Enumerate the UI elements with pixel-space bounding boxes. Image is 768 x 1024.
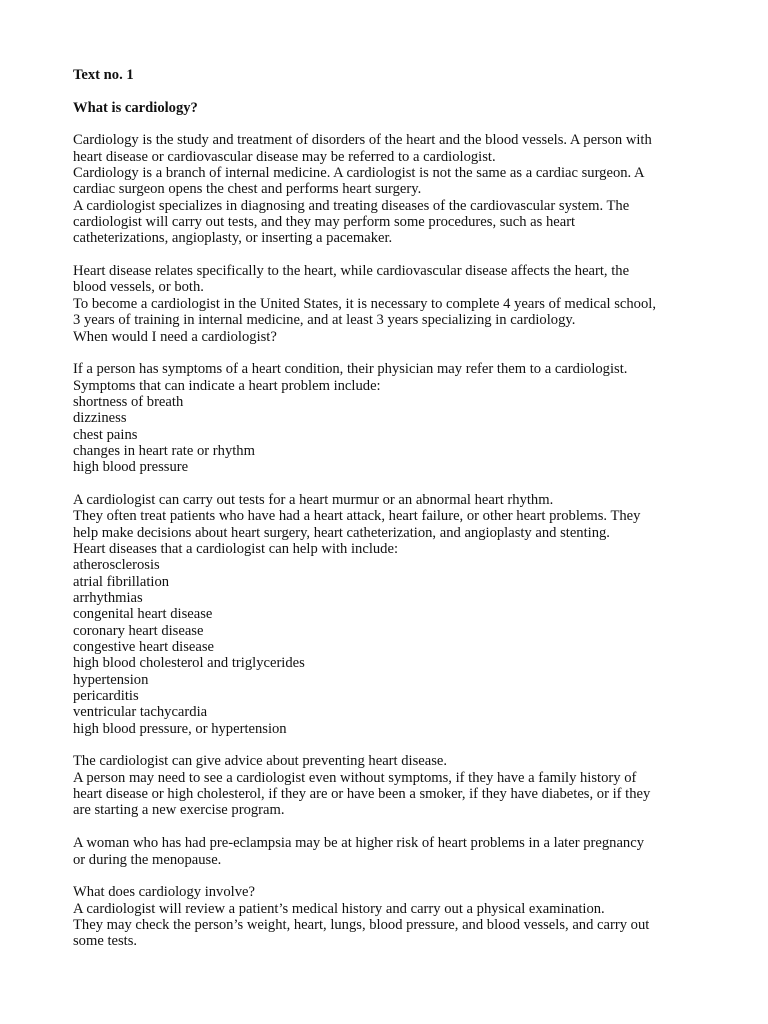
text-line: When would I need a cardiologist? [73,328,277,345]
text-line: Heart disease relates specifically to the heart, while cardiovascular disease affects the heart, the [73,263,630,280]
heading-line: What is cardiology? [73,99,198,116]
text-line: high blood pressure, or hypertension [73,720,287,737]
blank-line [73,476,703,492]
text-line: Symptoms that can indicate a heart problem include: [73,377,381,394]
text-line: heart disease or high cholesterol, if they are or have been a smoker, if they have diabetes, or if they [73,786,651,803]
text-line: They often treat patients who have had a heart attack, heart failure, or other heart problems. They [73,508,641,525]
text-line: blood vessels, or both. [73,279,204,296]
text-line: A cardiologist will review a patient’s medical history and carry out a physical examination. [73,900,605,917]
text-line: A cardiologist specializes in diagnosing and treating diseases of the cardiovascular system. The [73,197,630,214]
text-line: changes in heart rate or rhythm [73,442,255,459]
text-line: cardiac surgeon opens the chest and performs heart surgery. [73,181,422,198]
blank-line [73,116,703,132]
text-line: cardiologist will carry out tests, and they may perform some procedures, such as heart [73,214,576,231]
text-line: chest pains [73,426,138,443]
text-line: Cardiology is the study and treatment of disorders of the heart and the blood vessels. A person with [73,132,652,149]
text-line: high blood cholesterol and triglycerides [73,655,305,672]
text-line: A cardiologist can carry out tests for a heart murmur or an abnormal heart rhythm. [73,491,554,508]
text-line: shortness of breath [73,393,184,410]
text-line: high blood pressure [73,459,189,476]
text-line: atrial fibrillation [73,573,170,590]
heading-line: Text no. 1 [73,67,134,83]
text-line: A woman who has had pre-eclampsia may be at higher risk of heart problems in a later pregnancy [73,835,644,852]
text-line: congenital heart disease [73,606,213,623]
text-line: dizziness [73,410,127,427]
text-line: are starting a new exercise program. [73,802,285,819]
text-line: coronary heart disease [73,622,204,639]
text-line: ventricular tachycardia [73,704,208,721]
text-line: arrhythmias [73,590,143,606]
text-line: some tests. [73,933,138,950]
text-line: Heart diseases that a cardiologist can help with include: [73,540,399,557]
text-line: If a person has symptoms of a heart condition, their physician may refer them to a cardiologist. [73,361,628,378]
document-page [73,67,703,950]
blank-line [73,868,703,884]
text-line: They may check the person’s weight, heart, lungs, blood pressure, and blood vessels, and carry out [73,916,650,933]
text-line: The cardiologist can give advice about preventing heart disease. [73,753,448,770]
text-line: heart disease or cardiovascular disease may be referred to a cardiologist. [73,148,496,165]
blank-line [73,819,703,835]
text-line: help make decisions about heart surgery, heart catheterization, and angioplasty and stenting. [73,524,610,541]
text-line: hypertension [73,671,149,688]
text-line: pericarditis [73,688,139,705]
text-line: 3 years of training in internal medicine, and at least 3 years specializing in cardiology. [73,312,576,329]
blank-line [73,345,703,361]
blank-line [73,737,703,753]
blank-line [73,247,703,263]
text-line: atherosclerosis [73,557,160,574]
text-line: catheterizations, angioplasty, or inserting a pacemaker. [73,230,393,247]
text-line: To become a cardiologist in the United States, it is necessary to complete 4 years of medical school, [73,295,656,312]
text-line: congestive heart disease [73,639,215,656]
text-line: or during the menopause. [73,851,222,868]
text-line: A person may need to see a cardiologist even without symptoms, if they have a family history of [73,769,637,786]
text-line: What does cardiology involve? [73,884,255,901]
text-line: Cardiology is a branch of internal medicine. A cardiologist is not the same as a cardiac surgeon. A [73,165,645,182]
blank-line [73,83,703,99]
